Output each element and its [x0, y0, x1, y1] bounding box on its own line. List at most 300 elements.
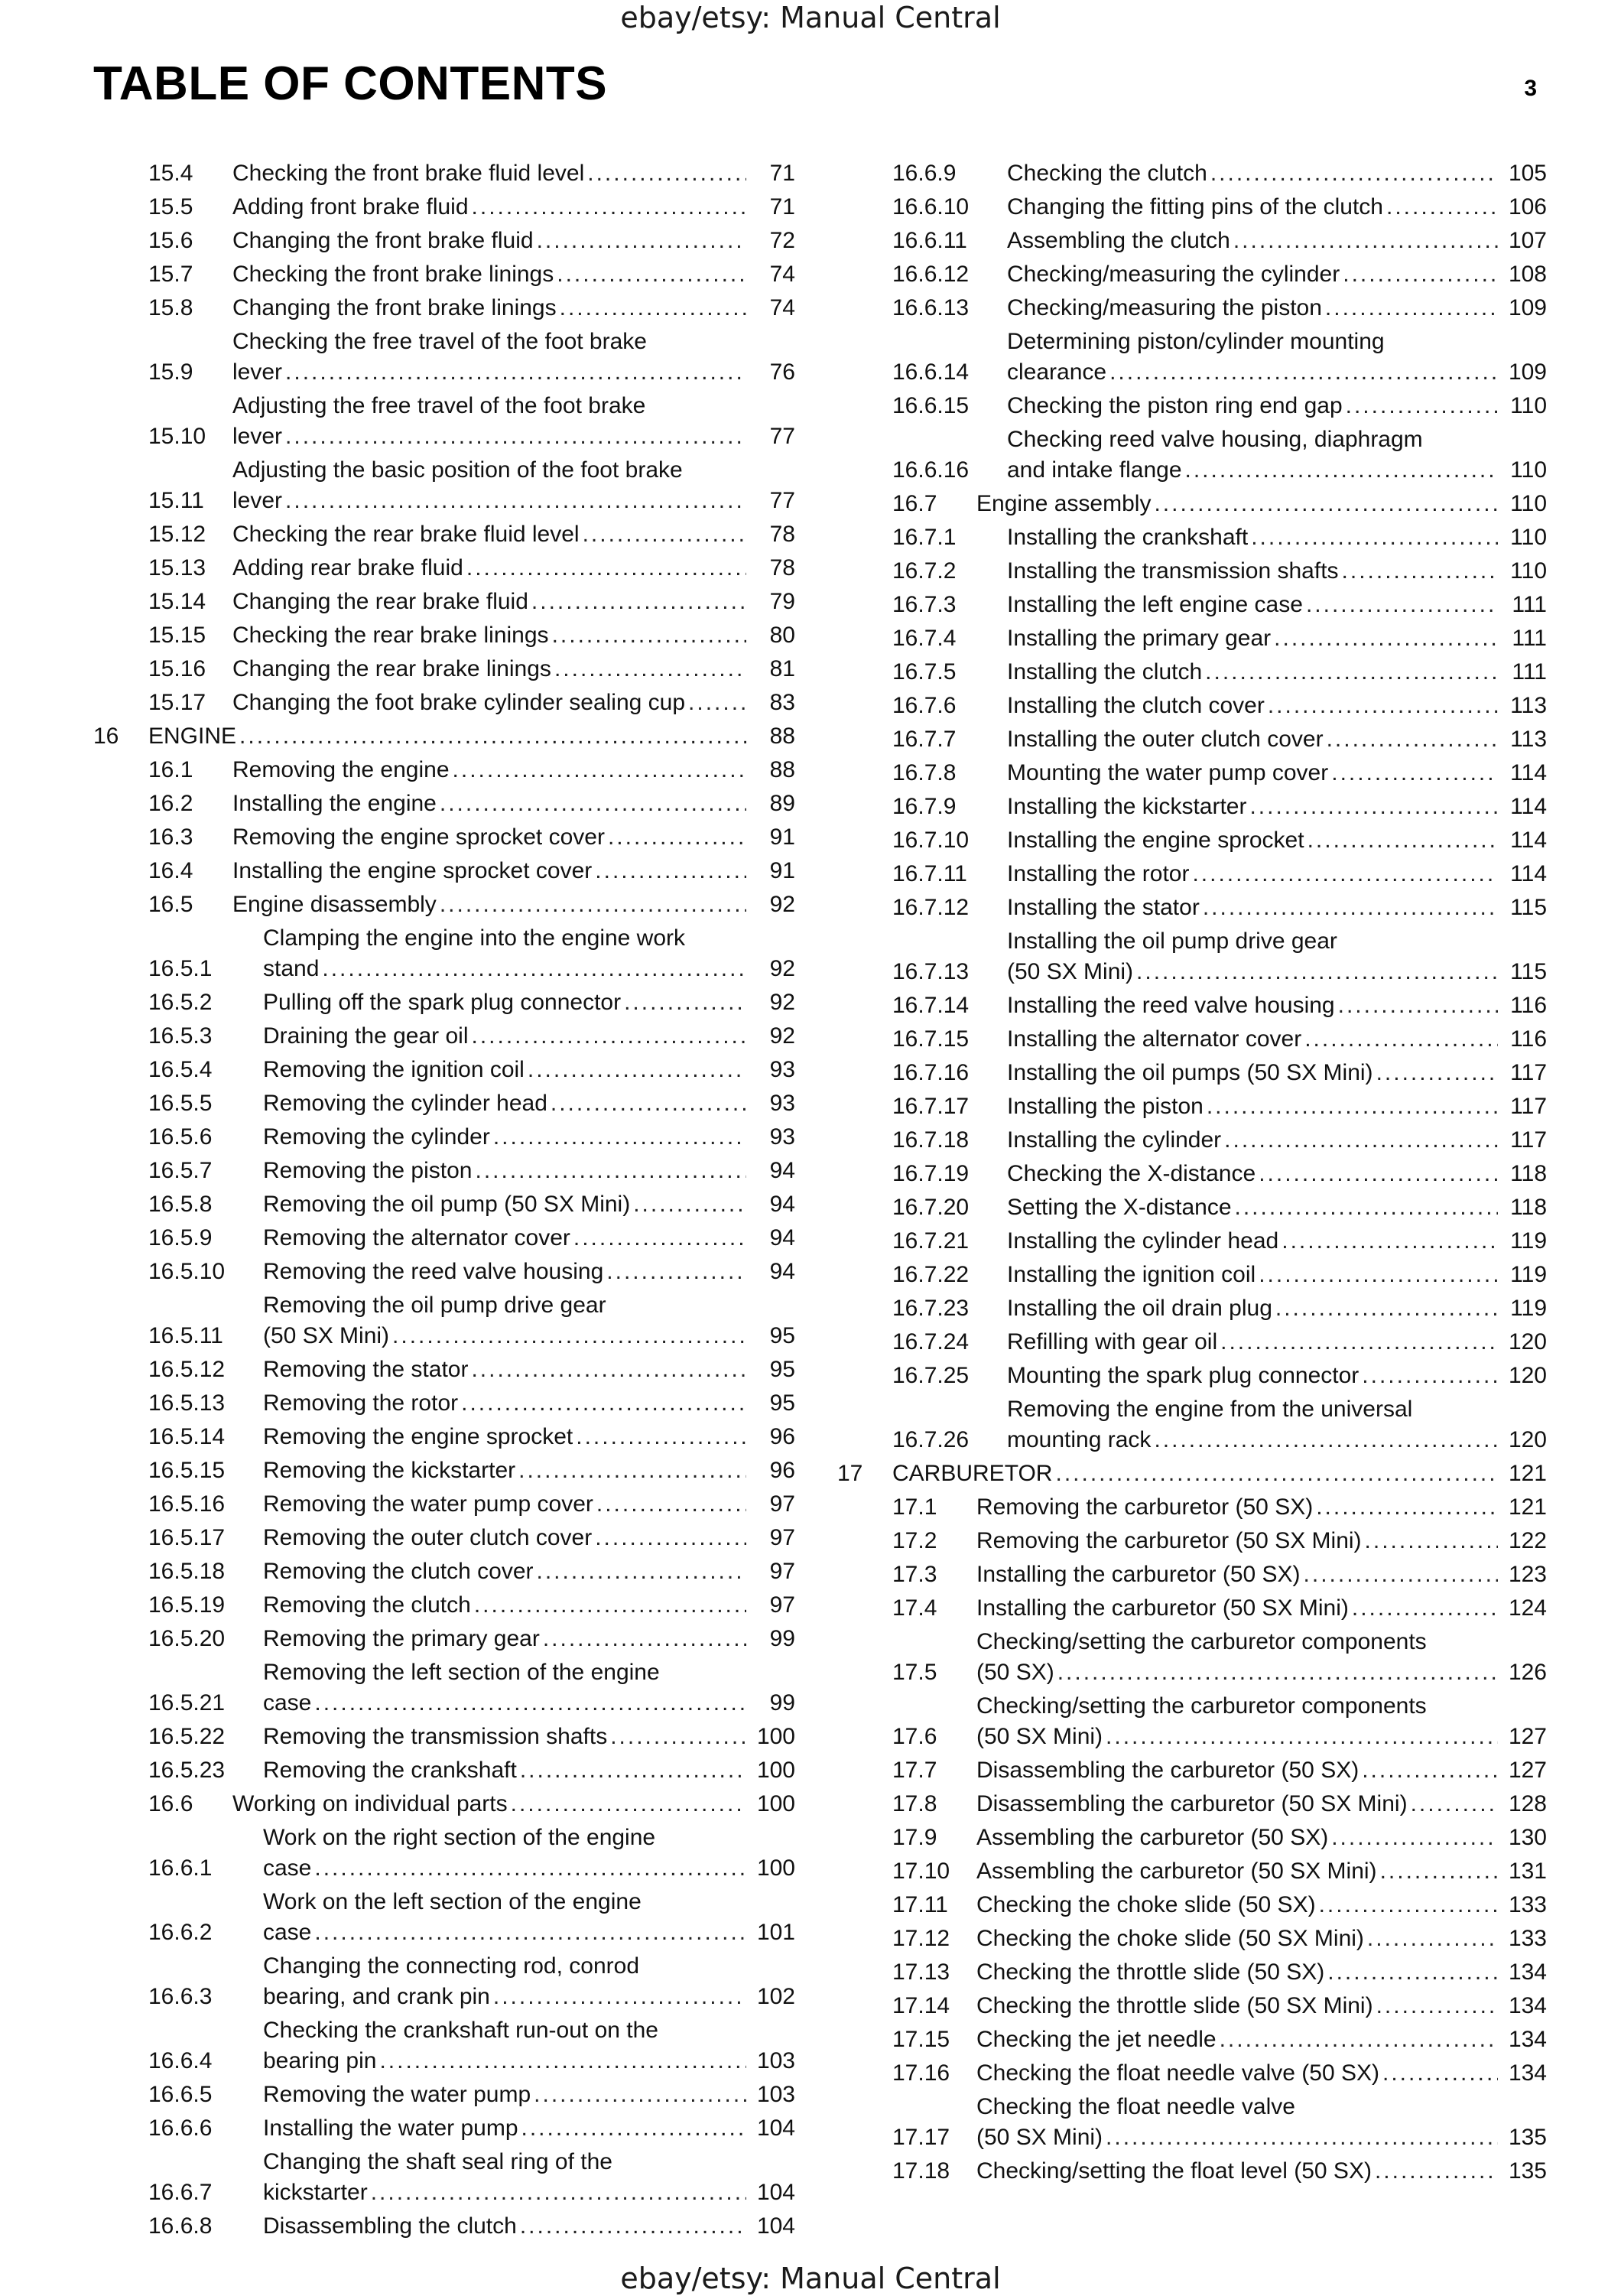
dot-leader — [596, 1488, 746, 1521]
toc-entry-title: Changing the connecting rod, conrod — [263, 1953, 640, 1979]
toc-entry-page[interactable]: 74 — [769, 295, 795, 320]
dot-leader — [1386, 190, 1498, 224]
dot-leader — [466, 551, 746, 585]
toc-entry[interactable] — [93, 1087, 795, 1120]
toc-entry-number: 15.7 — [148, 262, 193, 287]
toc-entry-title: Installing the clutch cover — [1007, 693, 1265, 718]
toc-entry[interactable] — [837, 1023, 1547, 1056]
toc-entry-page[interactable]: 124 — [1508, 1595, 1547, 1621]
toc-entry-page[interactable]: 77 — [769, 488, 795, 513]
toc-entry-page[interactable]: 134 — [1508, 1959, 1547, 1985]
toc-entry-page[interactable]: 81 — [769, 656, 795, 681]
toc-entry-title: Removing the rotor — [263, 1390, 459, 1416]
toc-entry-number: 16.5.22 — [148, 1724, 226, 1749]
toc-entry[interactable] — [837, 1689, 1547, 1754]
toc-entry[interactable] — [93, 686, 795, 720]
toc-entry[interactable] — [93, 389, 795, 454]
toc-entry-title: Draining the gear oil — [263, 1023, 469, 1049]
toc-entry[interactable] — [93, 585, 795, 619]
toc-entry-page[interactable]: 103 — [756, 2048, 795, 2073]
toc-entry-page[interactable]: 97 — [769, 1491, 795, 1517]
toc-entry[interactable] — [93, 1221, 795, 1255]
toc-entry-page[interactable]: 131 — [1508, 1859, 1547, 1884]
toc-entry-page[interactable]: 113 — [1510, 727, 1547, 752]
toc-entry[interactable] — [93, 1589, 795, 1622]
toc-entry[interactable] — [837, 554, 1547, 588]
toc-entry[interactable] — [93, 190, 795, 224]
toc-entry[interactable] — [93, 518, 795, 551]
toc-entry[interactable] — [93, 922, 795, 986]
toc-entry-page[interactable]: 116 — [1510, 1026, 1547, 1052]
toc-entry-page[interactable]: 72 — [769, 228, 795, 253]
toc-entry[interactable] — [837, 487, 1547, 521]
toc-entry-number: 16.6.5 — [148, 2082, 213, 2107]
toc-entry-number: 16.6.11 — [892, 228, 967, 253]
dot-leader — [1346, 389, 1498, 423]
toc-entry-page[interactable]: 134 — [1508, 2060, 1547, 2086]
toc-entry-title: Work on the left section of the engine — [263, 1889, 642, 1914]
toc-entry-number: 16.7.23 — [892, 1296, 970, 1321]
toc-entry-number: 16.6.15 — [892, 393, 970, 418]
dot-leader — [1224, 1124, 1498, 1157]
toc-entry[interactable] — [837, 1956, 1547, 1989]
toc-entry-page[interactable]: 115 — [1510, 895, 1547, 920]
toc-entry[interactable] — [93, 1950, 795, 2014]
toc-entry-page[interactable]: 117 — [1510, 1127, 1547, 1153]
dot-leader — [285, 484, 746, 518]
toc-entry[interactable] — [93, 551, 795, 585]
toc-entry[interactable] — [837, 1491, 1547, 1524]
toc-entry-page[interactable]: 110 — [1510, 393, 1547, 418]
toc-entry[interactable] — [93, 1188, 795, 1221]
toc-entry-page[interactable]: 107 — [1508, 228, 1547, 253]
toc-entry[interactable] — [837, 756, 1547, 790]
toc-entry-page[interactable]: 110 — [1510, 491, 1547, 516]
toc-entry-number: 16.7.4 — [892, 626, 957, 651]
dot-leader — [1331, 756, 1498, 790]
toc-entry-page[interactable]: 88 — [769, 757, 795, 782]
toc-entry-page[interactable]: 94 — [769, 1259, 795, 1284]
toc-entry-number: 17.7 — [892, 1758, 937, 1783]
toc-entry[interactable] — [837, 857, 1547, 891]
toc-entry[interactable] — [93, 454, 795, 518]
toc-entry-page[interactable]: 119 — [1510, 1262, 1547, 1287]
toc-entry-title: bearing, and crank pin — [263, 1984, 490, 2009]
toc-entry-page[interactable]: 78 — [769, 522, 795, 547]
toc-entry-page[interactable]: 80 — [769, 623, 795, 648]
toc-entry-title: Checking the front brake linings — [232, 262, 554, 287]
toc-entry-page[interactable]: 100 — [756, 1791, 795, 1816]
dot-leader — [1154, 487, 1498, 521]
toc-entry-title: Removing the alternator cover — [263, 1225, 570, 1250]
toc-entry-title: and intake flange — [1007, 457, 1182, 483]
dot-leader — [1235, 1191, 1498, 1224]
toc-entry-title: Installing the cylinder head — [1007, 1228, 1279, 1254]
toc-entry[interactable] — [93, 1154, 795, 1188]
toc-entry-page[interactable]: 103 — [756, 2082, 795, 2107]
toc-entry-page[interactable]: 95 — [769, 1390, 795, 1416]
toc-entry[interactable] — [93, 1488, 795, 1521]
toc-entry[interactable] — [837, 2090, 1547, 2155]
watermark-top: ebay/etsy: Manual Central — [620, 1, 1001, 34]
toc-entry-page[interactable]: 127 — [1508, 1758, 1547, 1783]
toc-entry[interactable] — [837, 1292, 1547, 1325]
toc-entry[interactable] — [837, 1090, 1547, 1124]
toc-entry[interactable] — [93, 2210, 795, 2243]
toc-entry[interactable] — [837, 1625, 1547, 1689]
toc-entry-page[interactable]: 101 — [756, 1920, 795, 1945]
toc-entry[interactable] — [837, 1157, 1547, 1191]
dot-leader — [633, 1188, 746, 1221]
dot-leader — [554, 652, 746, 686]
toc-entry-page[interactable]: 93 — [769, 1124, 795, 1150]
toc-entry[interactable] — [93, 1420, 795, 1454]
toc-entry[interactable] — [837, 1056, 1547, 1090]
dot-leader — [552, 619, 746, 652]
toc-entry-number: 16.5.4 — [148, 1057, 213, 1082]
toc-entry-page[interactable]: 104 — [756, 2180, 795, 2205]
toc-entry-page[interactable]: 120 — [1508, 1363, 1547, 1388]
toc-entry[interactable] — [837, 1558, 1547, 1592]
toc-entry-page[interactable]: 100 — [756, 1855, 795, 1881]
toc-entry[interactable] — [93, 1454, 795, 1488]
toc-entry-page[interactable]: 114 — [1510, 794, 1547, 819]
toc-entry[interactable] — [93, 2078, 795, 2112]
toc-entry-page[interactable]: 97 — [769, 1592, 795, 1618]
toc-entry-page[interactable]: 116 — [1510, 993, 1547, 1018]
toc-entry-page[interactable]: 135 — [1508, 2158, 1547, 2184]
toc-entry-title: lever — [232, 359, 283, 385]
toc-entry-page[interactable]: 113 — [1510, 693, 1547, 718]
toc-entry-page[interactable]: 106 — [1508, 194, 1547, 220]
toc-entry-page[interactable]: 96 — [769, 1458, 795, 1483]
toc-entry[interactable] — [837, 1989, 1547, 2023]
toc-entry-number: 15.16 — [148, 656, 206, 681]
toc-entry-page[interactable]: 123 — [1508, 1562, 1547, 1587]
toc-entry[interactable] — [93, 1787, 795, 1821]
toc-entry-page[interactable]: 110 — [1510, 525, 1547, 550]
toc-entry-page[interactable]: 114 — [1510, 760, 1547, 785]
toc-entry[interactable] — [837, 1359, 1547, 1393]
toc-entry-title: Checking the throttle slide (50 SX Mini) — [976, 1993, 1373, 2018]
toc-entry[interactable] — [837, 989, 1547, 1023]
dot-leader — [1282, 1224, 1498, 1258]
toc-entry-number: 15.10 — [148, 424, 206, 449]
toc-entry-title: Checking the rear brake fluid level — [232, 522, 580, 547]
toc-entry-number: 15.5 — [148, 194, 193, 220]
toc-entry[interactable] — [837, 622, 1547, 655]
dot-leader — [1205, 655, 1498, 689]
toc-entry-page[interactable]: 76 — [769, 359, 795, 385]
toc-entry-page[interactable]: 119 — [1510, 1228, 1547, 1254]
toc-entry-page[interactable]: 120 — [1508, 1427, 1547, 1452]
toc-entry-page[interactable]: 97 — [769, 1525, 795, 1550]
toc-entry[interactable] — [837, 1821, 1547, 1855]
toc-entry[interactable] — [837, 389, 1547, 423]
toc-entry-title: Installing the water pump — [263, 2116, 518, 2141]
toc-entry[interactable] — [837, 588, 1547, 622]
toc-entry[interactable] — [93, 224, 795, 258]
toc-entry[interactable] — [93, 652, 795, 686]
toc-entry[interactable] — [93, 854, 795, 888]
toc-entry-page[interactable]: 100 — [756, 1758, 795, 1783]
dot-leader — [557, 258, 746, 291]
toc-entry[interactable] — [837, 1922, 1547, 1956]
toc-entry-page[interactable]: 92 — [769, 1023, 795, 1049]
toc-entry[interactable] — [93, 2145, 795, 2210]
toc-entry-title: Removing the water pump — [263, 2082, 531, 2107]
toc-entry[interactable] — [837, 655, 1547, 689]
toc-entry[interactable] — [837, 1258, 1547, 1292]
toc-entry[interactable] — [837, 291, 1547, 325]
toc-entry[interactable] — [93, 1754, 795, 1787]
toc-entry-title: Checking the clutch — [1007, 161, 1207, 186]
toc-entry[interactable] — [93, 888, 795, 922]
toc-entry[interactable] — [837, 925, 1547, 989]
dot-leader — [1380, 1855, 1498, 1888]
toc-entry[interactable] — [93, 1885, 795, 1950]
toc-entry-page[interactable]: 95 — [769, 1357, 795, 1382]
toc-entry[interactable] — [837, 1191, 1547, 1224]
toc-entry[interactable] — [837, 2155, 1547, 2188]
toc-entry-page[interactable]: 134 — [1508, 1993, 1547, 2018]
toc-entry-page[interactable]: 115 — [1510, 959, 1547, 984]
toc-entry[interactable] — [837, 1325, 1547, 1359]
toc-entry-number: 16.7.17 — [892, 1094, 970, 1119]
dot-leader — [379, 2044, 746, 2078]
toc-entry-number: 17.1 — [892, 1494, 937, 1520]
toc-entry[interactable] — [93, 1353, 795, 1387]
toc-entry-page[interactable]: 89 — [769, 791, 795, 816]
dot-leader — [688, 686, 746, 720]
toc-entry-title: Checking/setting the float level (50 SX) — [976, 2158, 1372, 2184]
toc-entry-number: 16.7.8 — [892, 760, 957, 785]
toc-entry[interactable] — [837, 1787, 1547, 1821]
toc-entry[interactable] — [837, 521, 1547, 554]
toc-entry-page[interactable]: 133 — [1508, 1926, 1547, 1951]
toc-entry[interactable] — [837, 1754, 1547, 1787]
toc-entry[interactable] — [93, 720, 795, 753]
toc-entry[interactable] — [837, 1592, 1547, 1625]
dot-leader — [1136, 955, 1498, 989]
toc-entry-page[interactable]: 118 — [1510, 1195, 1547, 1220]
toc-entry[interactable] — [837, 824, 1547, 857]
toc-entry[interactable] — [93, 619, 795, 652]
toc-entry-number: 16.7.19 — [892, 1161, 970, 1186]
toc-entry[interactable] — [93, 1053, 795, 1087]
toc-entry-page[interactable]: 78 — [769, 555, 795, 581]
toc-entry-page[interactable]: 135 — [1508, 2125, 1547, 2150]
toc-entry-title: Installing the transmission shafts — [1007, 558, 1339, 584]
toc-entry-number: 17.13 — [892, 1959, 950, 1985]
toc-entry-page[interactable]: 77 — [769, 424, 795, 449]
toc-entry[interactable] — [837, 891, 1547, 925]
page-number: 3 — [1524, 76, 1537, 101]
toc-entry-page[interactable]: 91 — [769, 858, 795, 883]
toc-entry-page[interactable]: 109 — [1508, 359, 1547, 385]
toc-left-column — [93, 157, 795, 2243]
toc-entry-page[interactable]: 108 — [1508, 262, 1547, 287]
toc-entry-title: Removing the carburetor (50 SX) — [976, 1494, 1314, 1520]
toc-entry-page[interactable]: 99 — [769, 1626, 795, 1651]
toc-entry-page[interactable]: 114 — [1510, 828, 1547, 853]
toc-entry[interactable] — [837, 190, 1547, 224]
toc-entry-page[interactable]: 122 — [1508, 1528, 1547, 1553]
toc-entry-page[interactable]: 99 — [769, 1690, 795, 1715]
toc-entry-page[interactable]: 114 — [1510, 861, 1547, 886]
toc-entry-page[interactable]: 133 — [1508, 1892, 1547, 1917]
toc-entry-page[interactable]: 94 — [769, 1192, 795, 1217]
toc-entry-page[interactable]: 92 — [769, 892, 795, 917]
dot-leader — [1306, 588, 1498, 622]
dot-leader — [1327, 1956, 1498, 1989]
toc-entry-number: 15.17 — [148, 690, 206, 715]
toc-entry-page[interactable]: 71 — [769, 194, 795, 220]
toc-entry[interactable] — [93, 1622, 795, 1656]
toc-entry[interactable] — [93, 1821, 795, 1885]
toc-entry[interactable] — [93, 1255, 795, 1289]
toc-entry[interactable] — [93, 1120, 795, 1154]
dot-leader — [1304, 1558, 1498, 1592]
toc-entry-number: 16.5.20 — [148, 1626, 226, 1651]
toc-entry[interactable] — [93, 157, 795, 190]
toc-entry[interactable] — [93, 1289, 795, 1353]
toc-entry[interactable] — [837, 790, 1547, 824]
toc-entry-title: Checking the float needle valve — [976, 2094, 1295, 2119]
toc-entry-page[interactable]: 93 — [769, 1091, 795, 1116]
toc-entry-page[interactable]: 95 — [769, 1323, 795, 1348]
toc-entry-page[interactable]: 100 — [756, 1724, 795, 1749]
toc-entry-title: case — [263, 1855, 312, 1881]
toc-entry[interactable] — [93, 1387, 795, 1420]
toc-entry-page[interactable]: 91 — [769, 824, 795, 850]
toc-entry-page[interactable]: 94 — [769, 1225, 795, 1250]
toc-entry-title: Removing the stator — [263, 1357, 469, 1382]
toc-entry[interactable] — [837, 2057, 1547, 2090]
toc-entry-page[interactable]: 71 — [769, 161, 795, 186]
toc-entry[interactable] — [837, 224, 1547, 258]
toc-entry[interactable] — [837, 157, 1547, 190]
toc-entry-page[interactable]: 118 — [1510, 1161, 1547, 1186]
toc-entry-page[interactable]: 102 — [756, 1984, 795, 2009]
toc-entry[interactable] — [837, 689, 1547, 723]
toc-entry-title: Installing the carburetor (50 SX) — [976, 1562, 1301, 1587]
toc-entry[interactable] — [93, 258, 795, 291]
toc-entry[interactable] — [93, 325, 795, 389]
toc-entry-page[interactable]: 104 — [756, 2213, 795, 2239]
dot-leader — [560, 291, 746, 325]
toc-entry-page[interactable]: 128 — [1508, 1791, 1547, 1816]
toc-entry[interactable] — [93, 291, 795, 325]
toc-entry[interactable] — [93, 1555, 795, 1589]
toc-entry-page[interactable]: 110 — [1510, 457, 1547, 483]
toc-entry[interactable] — [93, 2112, 795, 2145]
dot-leader — [1220, 1325, 1498, 1359]
toc-entry[interactable] — [837, 423, 1547, 487]
toc-entry-page[interactable]: 96 — [769, 1424, 795, 1449]
toc-entry[interactable] — [837, 1888, 1547, 1922]
toc-entry-page[interactable]: 92 — [769, 990, 795, 1015]
toc-entry[interactable] — [837, 1393, 1547, 1457]
toc-entry-number: 16.1 — [148, 757, 193, 782]
toc-entry-page[interactable]: 92 — [769, 956, 795, 981]
toc-entry[interactable] — [93, 753, 795, 787]
toc-entry-page[interactable]: 79 — [769, 589, 795, 614]
toc-entry-page[interactable]: 121 — [1508, 1461, 1547, 1486]
toc-entry[interactable] — [837, 723, 1547, 756]
toc-entry-page[interactable]: 127 — [1508, 1724, 1547, 1749]
toc-entry-number: 16.5.14 — [148, 1424, 226, 1449]
toc-entry-page[interactable]: 126 — [1508, 1660, 1547, 1685]
toc-entry-page[interactable]: 119 — [1510, 1296, 1547, 1321]
toc-entry[interactable] — [837, 1855, 1547, 1888]
toc-entry-page[interactable]: 121 — [1508, 1494, 1547, 1520]
toc-entry-page[interactable]: 74 — [769, 262, 795, 287]
toc-entry[interactable] — [837, 325, 1547, 389]
toc-entry-page[interactable]: 97 — [769, 1559, 795, 1584]
toc-entry-title: Installing the outer clutch cover — [1007, 727, 1324, 752]
toc-entry[interactable] — [837, 1224, 1547, 1258]
toc-entry[interactable] — [837, 2023, 1547, 2057]
toc-entry[interactable] — [93, 1656, 795, 1720]
toc-entry-page[interactable]: 105 — [1508, 161, 1547, 186]
toc-entry-page[interactable]: 88 — [769, 724, 795, 749]
toc-entry-page[interactable]: 117 — [1510, 1094, 1547, 1119]
toc-entry[interactable] — [837, 258, 1547, 291]
toc-entry-page[interactable]: 93 — [769, 1057, 795, 1082]
toc-entry-title: bearing pin — [263, 2048, 377, 2073]
toc-entry-page[interactable]: 94 — [769, 1158, 795, 1183]
toc-entry-number: 17.14 — [892, 1993, 950, 2018]
toc-entry-page[interactable]: 111 — [1512, 592, 1547, 617]
toc-entry-title: Installing the left engine case — [1007, 592, 1303, 617]
toc-entry[interactable] — [837, 1524, 1547, 1558]
toc-entry-page[interactable]: 104 — [756, 2116, 795, 2141]
toc-entry[interactable] — [837, 1457, 1547, 1491]
dot-leader — [1249, 790, 1498, 824]
toc-entry-page[interactable]: 134 — [1508, 2027, 1547, 2052]
toc-entry-title: Removing the outer clutch cover — [263, 1525, 593, 1550]
toc-entry-number: 15.13 — [148, 555, 206, 581]
toc-entry[interactable] — [93, 1720, 795, 1754]
dot-leader — [1362, 1359, 1498, 1393]
toc-entry[interactable] — [93, 787, 795, 821]
toc-entry[interactable] — [93, 2014, 795, 2078]
toc-entry[interactable] — [93, 1521, 795, 1555]
toc-entry[interactable] — [93, 986, 795, 1020]
toc-entry-number: 16.7.18 — [892, 1127, 970, 1153]
toc-entry[interactable] — [93, 821, 795, 854]
toc-entry-page[interactable]: 111 — [1512, 659, 1547, 685]
toc-entry-title: Determining piston/cylinder mounting — [1007, 329, 1385, 354]
toc-entry-page[interactable]: 117 — [1510, 1060, 1547, 1085]
toc-entry-number: 16.5.19 — [148, 1592, 226, 1618]
toc-entry-page[interactable]: 111 — [1512, 626, 1547, 651]
toc-entry-page[interactable]: 109 — [1508, 295, 1547, 320]
toc-entry-page[interactable]: 120 — [1508, 1329, 1547, 1355]
toc-entry-page[interactable]: 110 — [1510, 558, 1547, 584]
toc-entry-page[interactable]: 130 — [1508, 1825, 1547, 1850]
toc-entry-page[interactable]: 83 — [769, 690, 795, 715]
toc-entry-number: 16.5.18 — [148, 1559, 226, 1584]
dot-leader — [1259, 1258, 1498, 1292]
toc-entry[interactable] — [93, 1020, 795, 1053]
toc-entry-title: Installing the kickstarter — [1007, 794, 1247, 819]
dot-leader — [1207, 1090, 1498, 1124]
toc-entry-number: 16.5.1 — [148, 956, 213, 981]
toc-entry[interactable] — [837, 1124, 1547, 1157]
toc-entry-number: 16.5.3 — [148, 1023, 213, 1049]
